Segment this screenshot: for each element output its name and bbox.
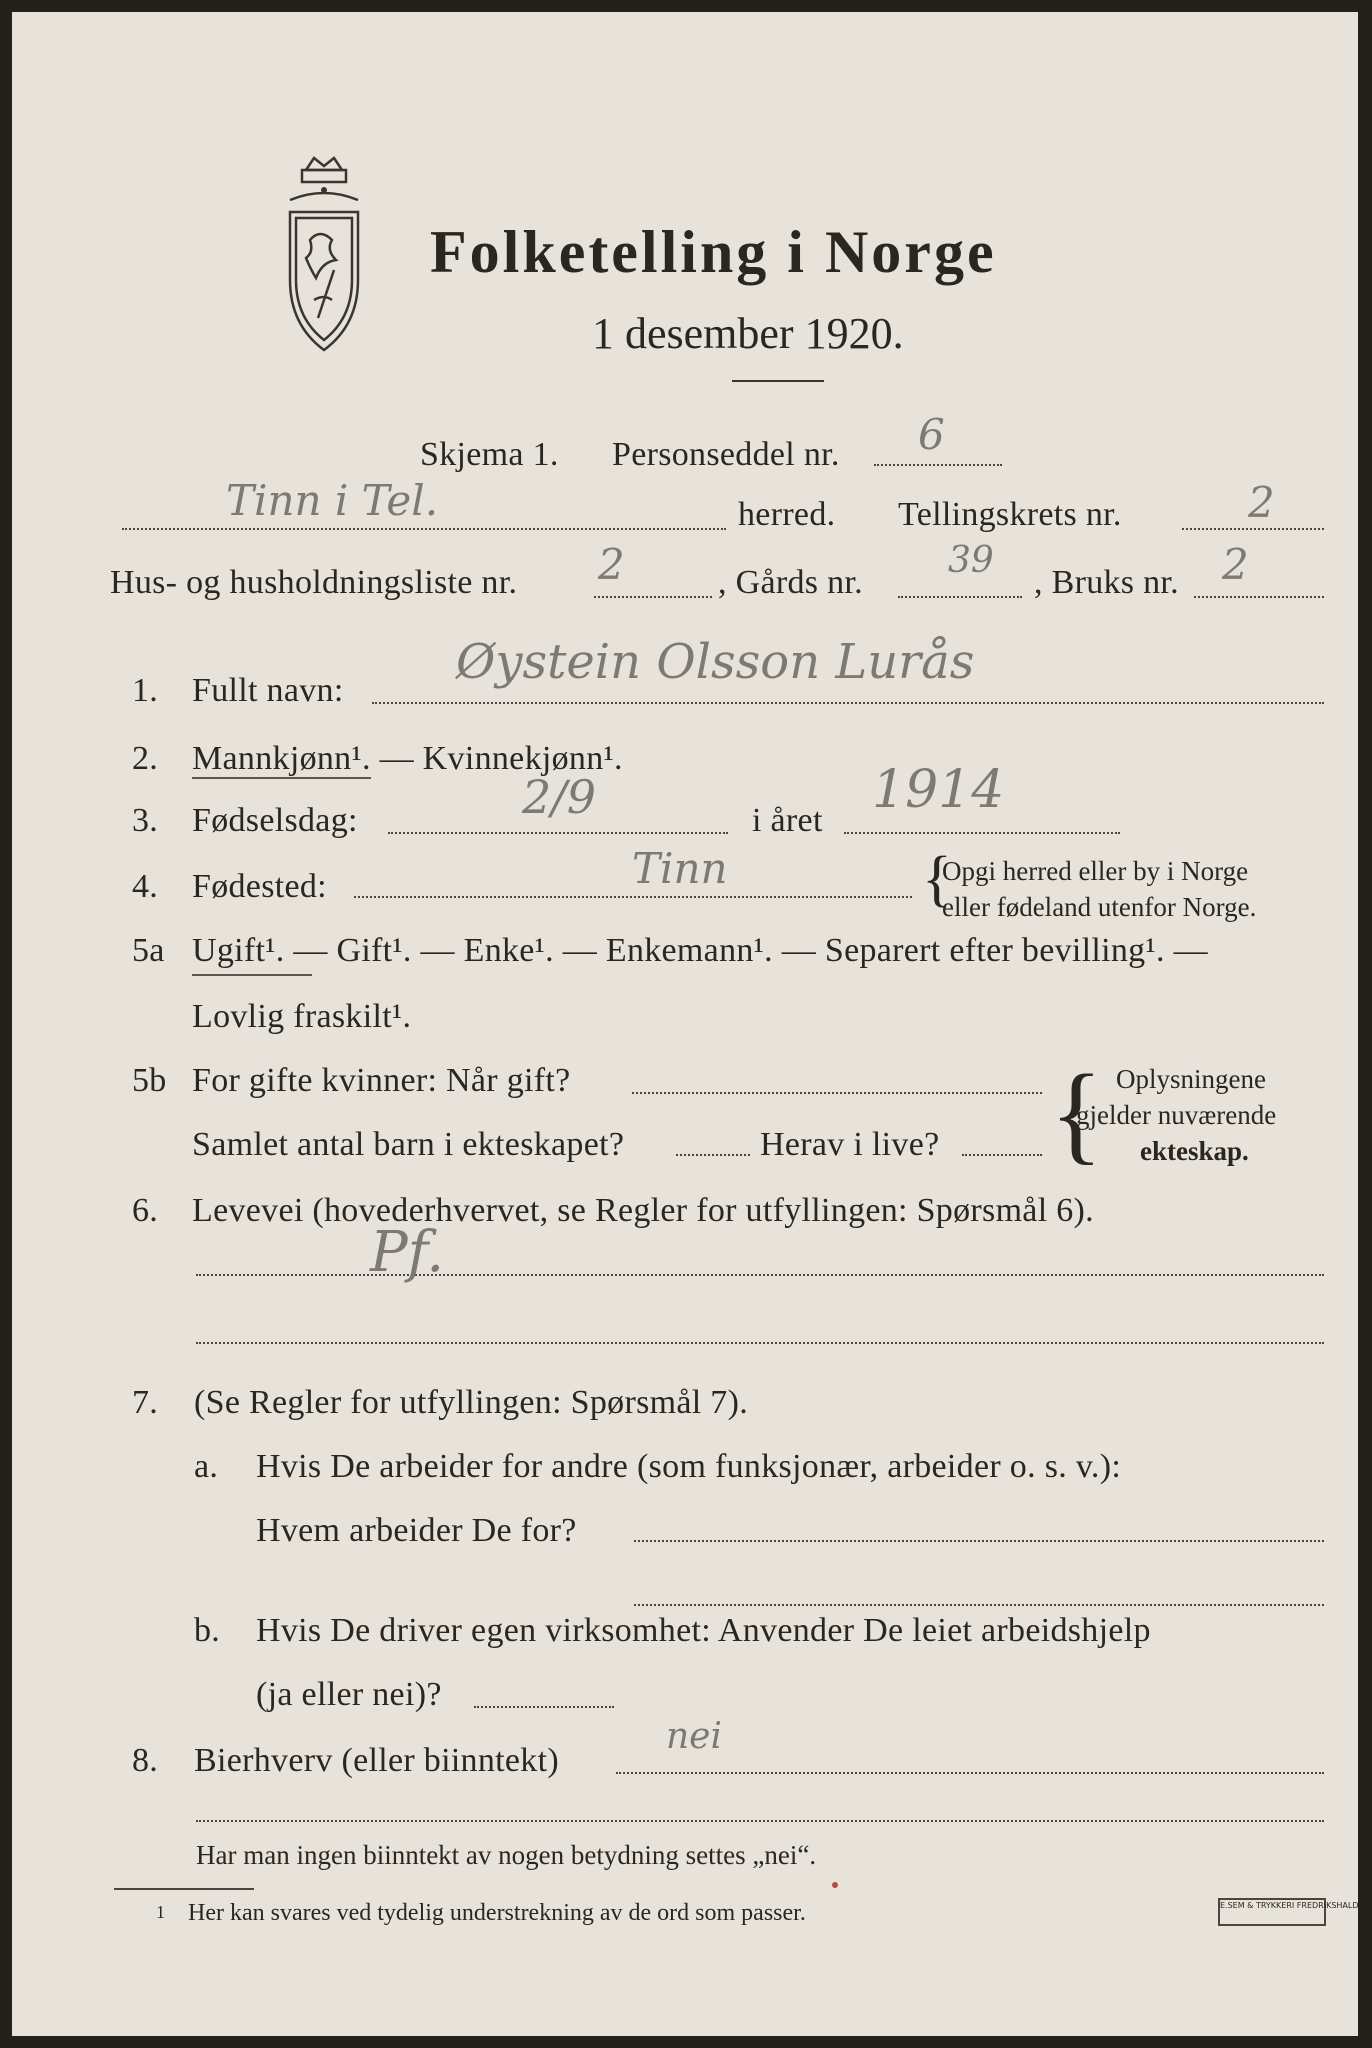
gards-label: , Gårds nr. [718, 564, 863, 601]
q5b-label-married: For gifte kvinner: Når gift? [192, 1062, 571, 1099]
q8-number: 8. [132, 1742, 159, 1779]
q5b-children-line [676, 1154, 750, 1156]
year-label: i året [752, 802, 823, 839]
title-divider [732, 380, 824, 382]
q2-number: 2. [132, 740, 159, 777]
q4-number: 4. [132, 868, 159, 905]
tellingskrets-label: Tellingskrets nr. [898, 496, 1122, 533]
husliste-value[interactable]: 2 [598, 540, 625, 589]
side-income-note: Har man ingen biinntekt av nogen betydning settes „nei“. [196, 1840, 817, 1870]
q7-number: 7. [132, 1384, 159, 1421]
q6-number: 6. [132, 1192, 159, 1229]
footnote-divider [114, 1888, 254, 1890]
herred-label: herred. [738, 496, 836, 533]
civil-status-options[interactable]: Ugift¹. — Gift¹. — Enke¹. — Enkemann¹. — Separert efter bevilling¹. — [192, 932, 1208, 969]
q4-line [354, 896, 912, 898]
census-date: 1 desember 1920. [592, 309, 904, 358]
q5b-note-1: Oplysningene [1116, 1064, 1266, 1094]
q1-line [372, 702, 1324, 704]
q7a-line-2 [634, 1604, 1324, 1606]
bruks-value[interactable]: 2 [1222, 540, 1249, 589]
tellingskrets-line [1182, 528, 1324, 530]
birthplace-value[interactable]: Tinn [632, 844, 728, 893]
q5b-label-children: Samlet antal barn i ekteskapet? [192, 1126, 625, 1163]
q7b-label: Hvis De driver egen virksomhet: Anvender De leiet arbeidshjelp [256, 1612, 1151, 1649]
q5b-alive-line [962, 1154, 1042, 1156]
q5b-note-3: ekteskap. [1140, 1136, 1249, 1166]
ink-mark [832, 1882, 838, 1888]
q4-note-1: Opgi herred eller by i Norge [942, 856, 1249, 886]
q7a-question: Hvem arbeider De for? [256, 1512, 577, 1549]
q4-brace: { [922, 845, 952, 913]
q7a-line-1 [634, 1540, 1324, 1542]
personseddel-value[interactable]: 6 [918, 410, 945, 459]
q5b-note-2: gjelder nuværende [1076, 1100, 1277, 1130]
q5b-married-line [632, 1092, 1042, 1094]
husliste-label: Hus- og husholdningsliste nr. [110, 564, 518, 601]
q3-label: Fødselsdag: [192, 802, 358, 839]
q6-line-2 [196, 1342, 1324, 1344]
printer-stamp-text: E.SEM & TRYKKERI FREDRIKSHALD [1220, 1901, 1359, 1910]
gards-line [898, 596, 1022, 598]
printer-stamp [1218, 1898, 1359, 1926]
civil-status-divorced[interactable]: Lovlig fraskilt¹. [192, 998, 412, 1035]
year-line [844, 832, 1120, 834]
sex-male-option[interactable]: Mannkjønn¹. [192, 740, 371, 777]
q1-label: Fullt navn: [192, 672, 344, 709]
birth-year-value[interactable]: 1914 [872, 760, 1005, 820]
q6-label: Levevei (hovederhvervet, se Regler for utfyllingen: Spørsmål 6). [192, 1192, 1094, 1229]
q7b-line [474, 1706, 614, 1708]
q5b-brace: { [1050, 1052, 1103, 1174]
q7a-number: a. [194, 1448, 219, 1485]
husliste-line [594, 596, 712, 598]
q8-label: Bierhverv (eller biinntekt) [194, 1742, 559, 1779]
q3-line [388, 832, 728, 834]
q1-number: 1. [132, 672, 159, 709]
q3-number: 3. [132, 802, 159, 839]
form-title: Folketelling i Norge [430, 219, 997, 285]
skjema-label: Skjema 1. [420, 436, 559, 473]
q5b-label-alive: Herav i live? [760, 1126, 940, 1163]
q7-label: (Se Regler for utfyllingen: Spørsmål 7). [194, 1384, 749, 1421]
gards-value[interactable]: 39 [948, 540, 994, 581]
ugift-underline [192, 974, 312, 976]
footnote-mark: 1 [156, 1902, 165, 1922]
q5a-number: 5a [132, 932, 165, 969]
q7b-number: b. [194, 1612, 221, 1649]
occupation-value[interactable]: Pf. [370, 1220, 445, 1285]
q8-line-1 [616, 1772, 1324, 1774]
herred-value[interactable]: Tinn i Tel. [226, 476, 439, 525]
footnote-text: Her kan svares ved tydelig understrekning av de ord som passer. [188, 1900, 806, 1926]
q4-label: Fødested: [192, 868, 327, 905]
q4-note-2: eller fødeland utenfor Norge. [942, 892, 1257, 922]
sex-female-option[interactable]: Kvinnekjønn¹. [422, 740, 623, 777]
coat-of-arms-icon [276, 150, 372, 360]
q7b-question: (ja eller nei)? [256, 1676, 442, 1713]
bruks-label: , Bruks nr. [1034, 564, 1179, 601]
personseddel-line [874, 464, 1002, 466]
tellingskrets-value[interactable]: 2 [1248, 478, 1275, 527]
census-form [12, 12, 1358, 2036]
full-name-value[interactable]: Øystein Olsson Lurås [456, 634, 975, 690]
q7a-label: Hvis De arbeider for andre (som funksjonær, arbeider o. s. v.): [256, 1448, 1122, 1485]
side-income-value[interactable]: nei [666, 1716, 723, 1757]
sex-separator: — [370, 740, 423, 777]
q8-line-2 [196, 1820, 1324, 1822]
herred-line [122, 528, 726, 530]
birth-date-value[interactable]: 2/9 [522, 770, 597, 824]
personseddel-label: Personseddel nr. [612, 436, 840, 473]
q5b-number: 5b [132, 1062, 167, 1099]
bruks-line [1194, 596, 1324, 598]
q6-line-1 [196, 1274, 1324, 1276]
